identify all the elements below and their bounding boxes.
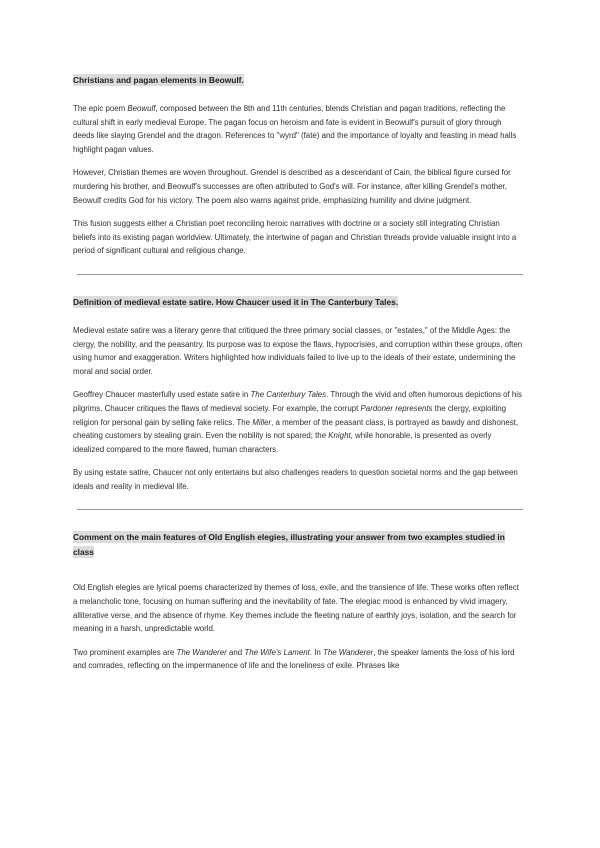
section-divider bbox=[77, 509, 523, 510]
italic-title: The Wanderer bbox=[176, 647, 227, 657]
section-heading: Definition of medieval estate satire. How Chaucer used it in The Canterbury Tales. bbox=[73, 296, 399, 307]
paragraph bbox=[73, 646, 524, 673]
text-run: Old English elegies are lyrical poems characterized by themes of loss, exile, and the transience of life. These works often reflect a melancholic tone, focusing on human suffering and the inevitability of fate. The elegiac mood is enhanced by vivid imagery, alliterative verse, and the absence of rhyme. Key themes include the fleeting nature of earthly joys, isolation, and the search for meaning in a harsh, unpredictable world. bbox=[73, 583, 519, 634]
section-beowulf bbox=[73, 72, 524, 258]
text-run: , a member of the peasant class, is portrayed as bawdy and dishonest, cheating customers by stealing grain. Even the nobility is not spared; the bbox=[73, 417, 519, 441]
text-run: This fusion suggests either a Christian poet reconciling heroic narratives with doctrine or a society still integrating Christian beliefs into its existing pagan worldview. Ultimately, the intertwine of pagan and Christian threads provide valuable insight into a period of significant cultural and religious change. bbox=[73, 219, 517, 256]
italic-title: Miller bbox=[252, 417, 272, 427]
section-estate-satire bbox=[73, 294, 524, 494]
italic-title: The Canterbury Tales bbox=[250, 390, 327, 400]
text-run: , the speaker laments the loss of his lord and comrades, reflecting on the impermanence of life and the loneliness of exile. Phrases like bbox=[73, 647, 515, 671]
italic-title: Beowulf bbox=[127, 104, 156, 113]
text-run: , while honorable, is presented as overly idealized compared to the more flawed, human characters. bbox=[73, 431, 492, 454]
paragraph bbox=[73, 324, 524, 378]
italic-title: The Wanderer bbox=[323, 647, 374, 657]
section-old-english-elegies bbox=[73, 529, 524, 673]
text-run: The epic poem bbox=[73, 104, 128, 113]
text-run: , composed between the 8th and 11th centuries, blends Christian and pagan traditions, reflecting the cultural shift in early medieval Europe. The pagan focus on heroism and fate is evident in Beowulf's pursuit of glory through deeds like slaying Grendel and the dragon. References to "wyrd" (fate) and the importance of loyalty and feasting in mead halls highlight pagan values. bbox=[73, 104, 517, 154]
text-run: Medieval estate satire was a literary genre that critiqued the three primary social classes, or "estates," of the Middle Ages: the clergy, the nobility, and the peasantry. Its purpose was to expose the flaws, hypocrisies, and corruption within these groups, often using humor and exaggeration. Writers highlighted how individuals failed to live up to the ideals of their estate, undermining the moral and social order. bbox=[73, 325, 523, 376]
section-divider bbox=[77, 274, 523, 275]
paragraph bbox=[73, 102, 524, 156]
paragraph bbox=[73, 466, 524, 493]
italic-title: Pardoner represents bbox=[360, 403, 433, 413]
paragraph bbox=[73, 217, 524, 258]
italic-title: Knight bbox=[328, 431, 351, 441]
text-run: However, Christian themes are woven throughout. Grendel is described as a descendant of Cain, the biblical figure cursed for murdering his brother, and Beowulf's successes are often attributed to God's will. For instance, after killing Grendel's mother, Beowulf credits God for his victory. The poem also warns against pride, emphasizing humility and divine judgment. bbox=[73, 168, 511, 205]
paragraph bbox=[73, 581, 524, 635]
text-run: . In bbox=[309, 647, 324, 657]
italic-title: The Wife's Lament bbox=[244, 647, 310, 657]
text-run: the clergy, exploiting religion for personal gain by selling fake relics. The bbox=[73, 403, 507, 427]
text-run: Two prominent examples are bbox=[73, 647, 177, 657]
text-run: Geoffrey Chaucer masterfully used estate satire in bbox=[73, 390, 251, 400]
paragraph bbox=[73, 166, 524, 207]
section-heading: Comment on the main features of Old English elegies, illustrating your answer from two examples studied in class bbox=[73, 532, 505, 558]
section-heading: Christians and pagan elements in Beowulf. bbox=[73, 75, 244, 85]
text-run: . Through the vivid and often humorous depictions of his pilgrims, Chaucer critiques the flaws of medieval society. For example, the corrupt bbox=[73, 390, 523, 413]
paragraph bbox=[73, 388, 524, 456]
text-run: By using estate satire, Chaucer not only entertains but also challenges readers to question societal norms and the gap between ideals and reality in medieval life. bbox=[73, 468, 518, 491]
text-run: and bbox=[226, 647, 245, 657]
